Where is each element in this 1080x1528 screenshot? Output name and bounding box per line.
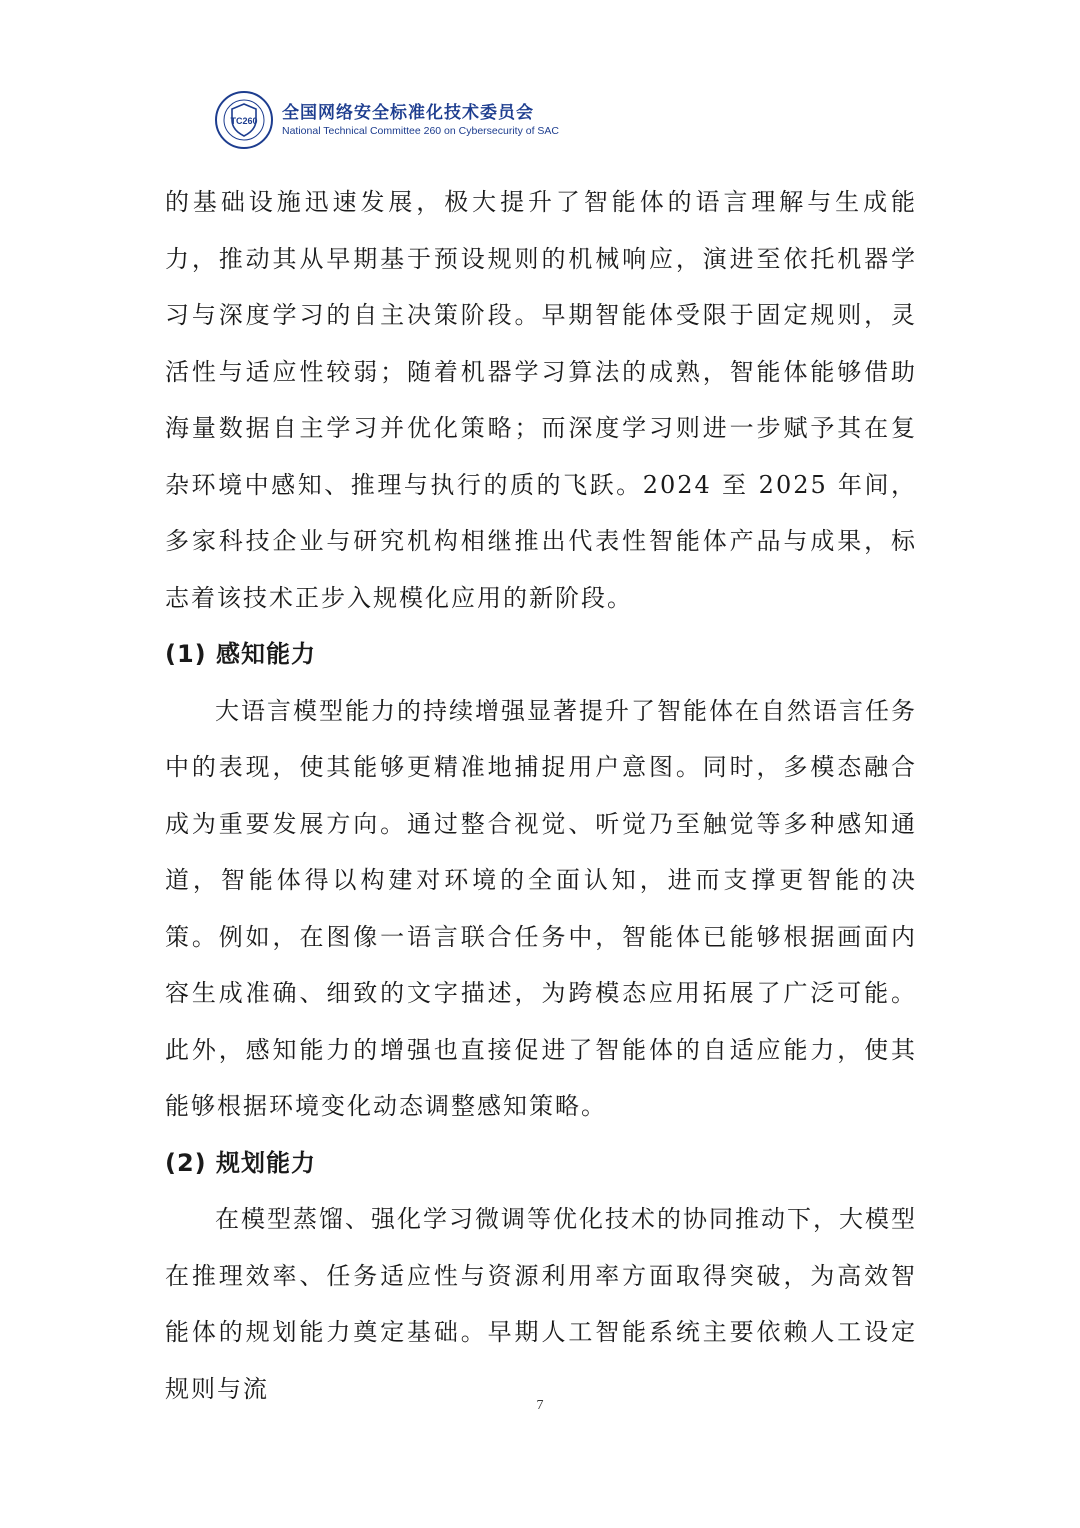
org-name-en: National Technical Committee 260 on Cybersecurity of SAC: [282, 125, 560, 137]
document-header: [214, 86, 560, 154]
paragraph-planning: 在模型蒸馏、强化学习微调等优化技术的协同推动下，大模型在推理效率、任务适应性与资源利用率方面取得突破，为高效智能体的规划能力奠定基础。早期人工智能系统主要依赖人工设定规则与流: [165, 1205, 917, 1403]
org-name-block: [282, 102, 559, 138]
paragraph-intro: 的基础设施迅速发展，极大提升了智能体的语言理解与生成能力，推动其从早期基于预设规则的机械响应，演进至依托机器学习与深度学习的自主决策阶段。早期智能体受限于固定规则，灵活性与适应性较弱；随着机器学习算法的成熟，智能体能够借助海量数据自主学习并优化策略；而深度学习则进一步赋予其在复杂环境中感知、推理与执行的质的飞跃。2024 至 2025 年间，多家科技企业与研究机构相继推出代表性智能体产品与成果，标志着该技术正步入规模化应用的新阶段。: [165, 188, 917, 612]
paragraph-perception: 大语言模型能力的持续增强显著提升了智能体在自然语言任务中的表现，使其能够更精准地捕捉用户意图。同时，多模态融合成为重要发展方向。通过整合视觉、听觉乃至触觉等多种感知通道，智能体得以构建对环境的全面认知，进而支撑更智能的决策。例如，在图像一语言联合任务中，智能体已能够根据画面内容生成准确、细致的文字描述，为跨模态应用拓展了广泛可能。此外，感知能力的增强也直接促进了智能体的自适应能力，使其能够根据环境变化动态调整感知策略。: [165, 696, 917, 1120]
org-name-cn: 全国网络安全标准化技术委员会: [282, 103, 534, 123]
section-heading-planning: (2) 规划能力: [165, 1148, 316, 1177]
logo-text: TC260: [230, 116, 258, 126]
page-number: 7: [536, 1398, 544, 1413]
section-heading-perception: (1) 感知能力: [165, 640, 316, 668]
tc260-logo-icon: [214, 90, 274, 150]
document-body: [165, 174, 917, 1417]
